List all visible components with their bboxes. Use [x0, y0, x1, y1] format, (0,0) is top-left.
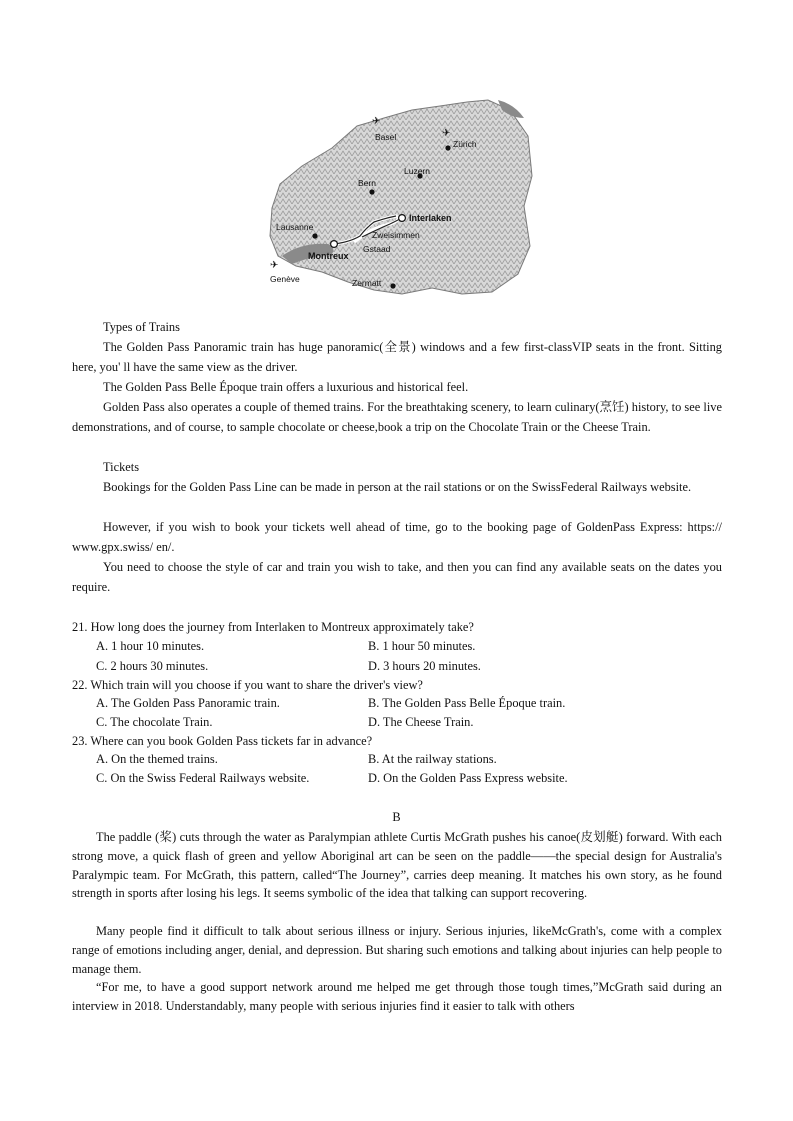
paragraph-support-network: “For me, to have a good support network around me helped me get through those tough times,”McGrath said during an interview in 2018. Understandably, many people with serious injuries find it easier to talk with others [72, 980, 722, 1013]
option-23-a: A. On the themed trains. [96, 752, 218, 766]
switzerland-map [262, 96, 534, 296]
question-22: 22. Which train will you choose if you want to share the driver's view? [72, 678, 423, 692]
city-label-montreux: Montreux [308, 251, 349, 261]
option-22-a: A. The Golden Pass Panoramic train. [96, 696, 280, 710]
paragraph-difficult-to-talk: Many people find it difficult to talk about serious illness or injury. Serious injuries, likeMcGrath's, come with a complex range of emotions including anger, denial, and depression. But sharing such emotions and talking about injuries can help people to manage them. [72, 924, 722, 976]
paragraph-choose-style: You need to choose the style of car and train you wish to take, and then you can find any available seats on the dates you require. [72, 560, 722, 594]
airport-icon-basel: ✈ [372, 116, 381, 127]
city-label-bern: Bern [358, 178, 376, 188]
city-dot-lausanne [312, 233, 317, 238]
city-label-zermatt: Zermatt [352, 278, 382, 288]
city-dot-montreux [331, 241, 338, 248]
option-21-d: D. 3 hours 20 minutes. [368, 659, 481, 673]
airport-icon-zurich: ✈ [442, 128, 451, 139]
option-22-d: D. The Cheese Train. [368, 715, 474, 729]
question-23: 23. Where can you book Golden Pass tickets far in advance? [72, 734, 373, 748]
city-label-zurich: Zürich [453, 139, 477, 149]
city-label-geneve: Genève [270, 274, 300, 284]
city-label-luzern: Luzern [404, 166, 430, 176]
city-label-zweisimmen: Zweisimmen [372, 230, 420, 240]
city-dot-zurich [445, 145, 450, 150]
question-21: 21. How long does the journey from Interlaken to Montreux approximately take? [72, 620, 474, 634]
option-23-c: C. On the Swiss Federal Railways website. [96, 771, 310, 785]
option-23-d: D. On the Golden Pass Express website. [368, 771, 568, 785]
city-label-interlaken: Interlaken [409, 213, 452, 223]
city-label-lausanne: Lausanne [276, 222, 314, 232]
option-22-c: C. The chocolate Train. [96, 715, 213, 729]
city-dot-bern [369, 189, 374, 194]
section-label-b: B [392, 810, 401, 824]
option-21-b: B. 1 hour 50 minutes. [368, 639, 476, 653]
heading-types-of-trains: Types of Trains [103, 320, 180, 334]
paragraph-belle-epoque: The Golden Pass Belle Époque train offers a luxurious and historical feel. [103, 380, 469, 394]
paragraph-advance-booking: However, if you wish to book your tickets well ahead of time, go to the booking page of GoldenPass Express: https:// www.gpx.swiss/ en/. [72, 520, 722, 554]
option-23-b: B. At the railway stations. [368, 752, 497, 766]
paragraph-bookings: Bookings for the Golden Pass Line can be made in person at the rail stations or on the SwissFederal Railways website. [103, 480, 692, 494]
paragraph-themed-trains: Golden Pass also operates a couple of themed trains. For the breathtaking scenery, to learn culinary(烹饪) history, to see live demonstrations, and of course, to sample chocolate or cheese,book a trip on the Chocolate Train or the Cheese Train. [72, 400, 722, 434]
option-21-a: A. 1 hour 10 minutes. [96, 639, 205, 653]
option-22-b: B. The Golden Pass Belle Époque train. [368, 696, 566, 710]
city-label-gstaad: Gstaad [363, 244, 391, 254]
country-shape [270, 100, 532, 294]
paragraph-panoramic: The Golden Pass Panoramic train has huge panoramic(全景) windows and a few first-classVIP seats in the front. Sitting here, you' ll have the same view as the driver. [72, 340, 722, 374]
paragraph-paddle: The paddle (桨) cuts through the water as Paralympian athlete Curtis McGrath pushes his canoe(皮划艇) forward. With each strong move, a quick flash of green and yellow Aboriginal art can be seen on the paddle——the special design for Australia's Paralympic team. For McGrath, this pattern, called“The Journey”, carries deep meaning. It matches his own story, as he found strength in sports after losing his legs. It seems symbolic of the idea that talking can support recovering. [72, 830, 722, 901]
city-label-basel: Basel [375, 132, 397, 142]
airport-icon-geneve: ✈ [270, 260, 279, 271]
option-21-c: C. 2 hours 30 minutes. [96, 659, 209, 673]
city-dot-zermatt [390, 283, 395, 288]
city-dot-interlaken [399, 215, 406, 222]
heading-tickets: Tickets [103, 460, 140, 474]
